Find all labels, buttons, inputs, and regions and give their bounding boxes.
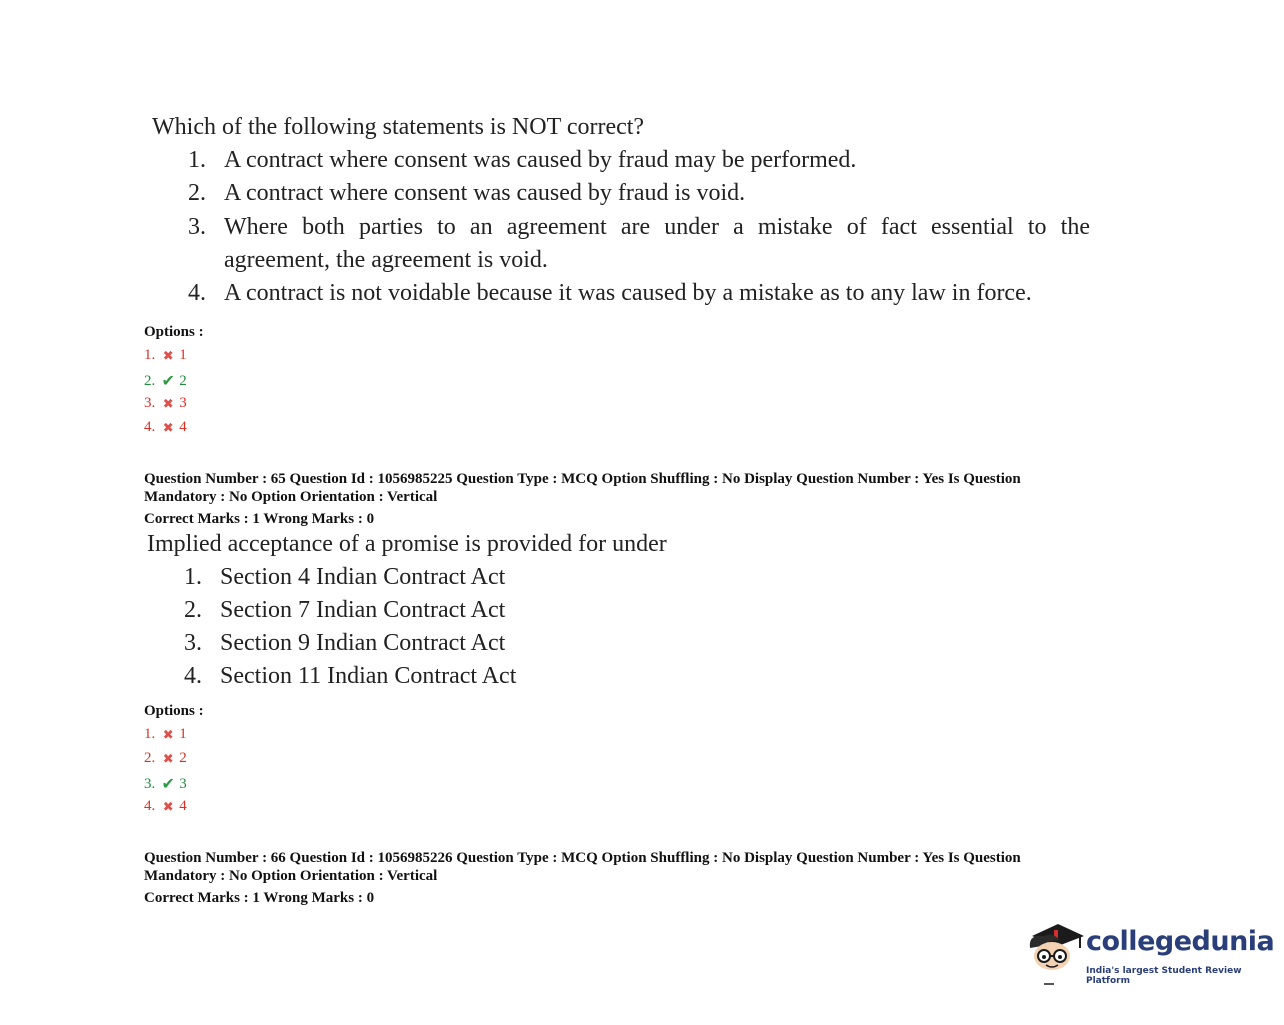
question-65-marks: Correct Marks : 1 Wrong Marks : 0	[144, 511, 375, 527]
option-number: 4.	[188, 280, 206, 306]
cross-icon: ✖	[162, 750, 174, 766]
answer-number: 3.	[144, 395, 156, 411]
check-icon: ✔	[161, 373, 175, 390]
mascot-icon	[1024, 918, 1086, 990]
question-65-option-4	[184, 663, 516, 690]
option-text: A contract where consent was caused by fraud is void.	[224, 180, 746, 206]
answer-number: 1.	[144, 726, 156, 742]
answer-number: 4.	[144, 419, 156, 435]
answer-number: 2.	[144, 372, 156, 389]
question-meta-line: Question Number : 65 Question Id : 1056985225 Question Type : MCQ Option Shuffling : No Display Question Number : Yes Is Question	[144, 471, 1021, 487]
cross-icon: ✖	[162, 395, 174, 411]
answer-value: 2	[179, 750, 187, 766]
option-text: Section 11 Indian Contract Act	[220, 663, 517, 689]
answer-value: 3	[179, 775, 187, 792]
options-heading: Options :	[144, 324, 204, 340]
question-64-option-3	[188, 214, 1090, 241]
answer-option-3	[144, 395, 187, 412]
question-meta-line: Mandatory : No Option Orientation : Vertical	[144, 868, 438, 884]
option-text: Section 7 Indian Contract Act	[220, 597, 506, 623]
question-66-meta	[144, 849, 1021, 885]
question-65-stem: Implied acceptance of a promise is provided for under	[147, 531, 667, 557]
option-text: Where both parties to an agreement are under a mistake of fact essential to the	[224, 214, 1090, 240]
option-text: Section 4 Indian Contract Act	[220, 564, 506, 590]
answer-option-1	[144, 347, 187, 364]
option-text: A contract where consent was caused by fraud may be performed.	[224, 147, 857, 173]
answer-option-1	[144, 726, 187, 743]
option-number: 1.	[184, 564, 202, 590]
logo-wordmark: collegedunia	[1086, 926, 1275, 957]
answer-option-3	[144, 774, 187, 794]
option-text: Section 9 Indian Contract Act	[220, 630, 506, 656]
answer-option-4	[144, 798, 187, 815]
option-number: 2.	[188, 180, 206, 206]
question-65-option-3	[184, 630, 505, 657]
option-text: agreement, the agreement is void.	[224, 247, 548, 273]
answer-number: 4.	[144, 798, 156, 814]
answer-value: 2	[179, 372, 187, 389]
question-64-option-2	[188, 180, 745, 207]
question-65-option-1	[184, 564, 505, 591]
answer-value: 4	[179, 798, 187, 814]
question-meta-line: Mandatory : No Option Orientation : Vertical	[144, 489, 438, 505]
check-icon: ✔	[161, 776, 175, 793]
option-number: 3.	[184, 630, 202, 656]
question-64-option-3-continued	[224, 247, 548, 274]
answer-option-2	[144, 371, 187, 391]
question-65-meta	[144, 470, 1021, 506]
answer-value: 1	[179, 347, 187, 363]
option-number: 1.	[188, 147, 206, 173]
option-number: 4.	[184, 663, 202, 689]
answer-option-4	[144, 419, 187, 436]
option-text: A contract is not voidable because it was caused by a mistake as to any law in force.	[224, 280, 1032, 306]
logo-tagline: India's largest Student Review Platform	[1086, 966, 1242, 986]
question-65-option-2	[184, 597, 505, 624]
option-number: 2.	[184, 597, 202, 623]
answer-number: 1.	[144, 347, 156, 363]
cross-icon: ✖	[162, 347, 174, 363]
question-meta-line: Question Number : 66 Question Id : 1056985226 Question Type : MCQ Option Shuffling : No Display Question Number : Yes Is Question	[144, 850, 1021, 866]
question-64-option-1	[188, 147, 856, 174]
question-64-option-4	[188, 280, 1032, 307]
answer-value: 4	[179, 419, 187, 435]
answer-number: 2.	[144, 750, 156, 766]
cross-icon: ✖	[162, 798, 174, 814]
question-66-marks: Correct Marks : 1 Wrong Marks : 0	[144, 890, 375, 906]
cross-icon: ✖	[162, 419, 174, 435]
answer-number: 3.	[144, 775, 156, 792]
option-number: 3.	[188, 214, 206, 240]
cross-icon: ✖	[162, 726, 174, 742]
question-64-stem: Which of the following statements is NOT correct?	[152, 114, 645, 140]
answer-option-2	[144, 750, 187, 767]
answer-value: 3	[179, 395, 187, 411]
collegedunia-logo	[1024, 918, 1275, 990]
options-heading: Options :	[144, 703, 204, 719]
answer-value: 1	[179, 726, 187, 742]
